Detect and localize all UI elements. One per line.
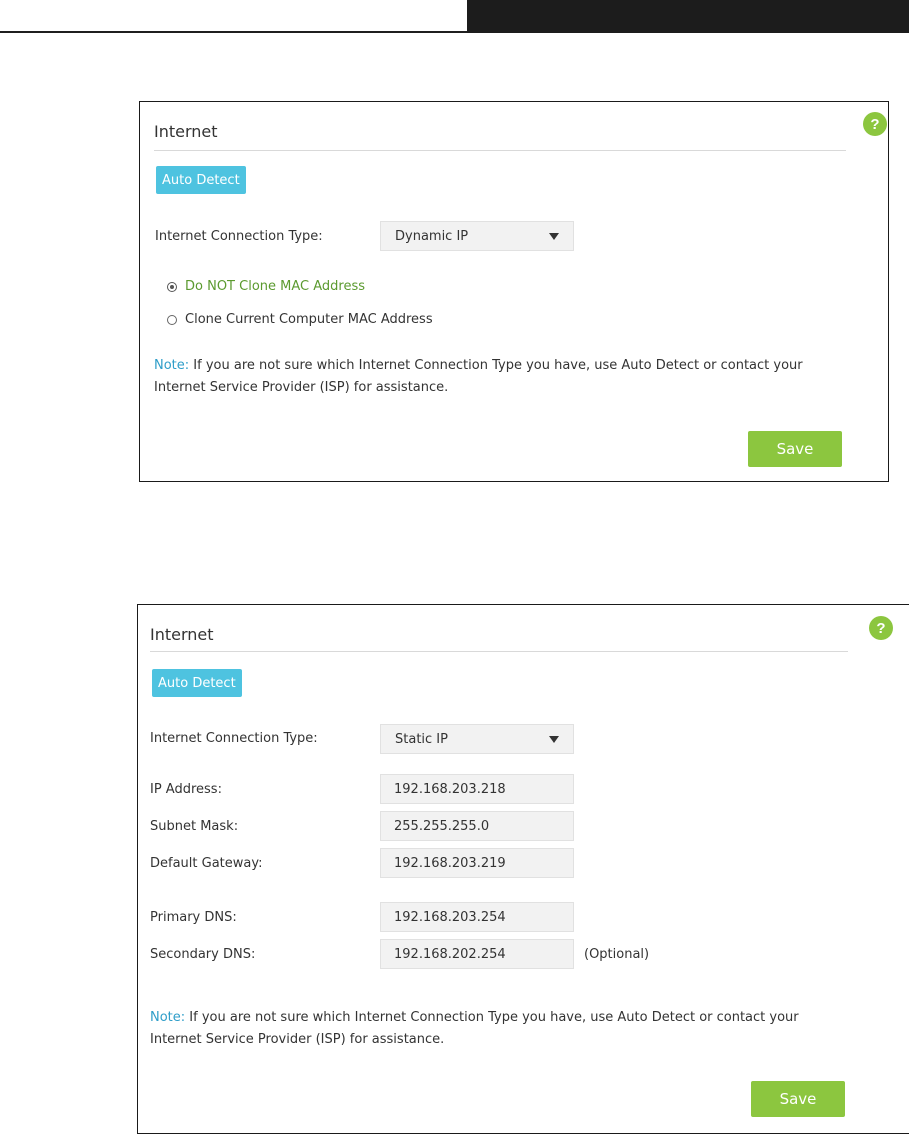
note-line-1: If you are not sure which Internet Connection Type you have, use Auto Detect or contact your (193, 358, 803, 373)
auto-detect-button[interactable]: Auto Detect (152, 669, 242, 697)
internet-panel-dynamic-ip (139, 101, 889, 482)
default-gateway-label: Default Gateway: (150, 856, 263, 871)
radio-unchecked-icon (167, 315, 177, 325)
ip-address-label: IP Address: (150, 782, 222, 797)
connection-type-label: Internet Connection Type: (150, 731, 318, 746)
chevron-down-icon (549, 233, 559, 240)
panel-title: Internet (154, 122, 218, 141)
subnet-mask-label: Subnet Mask: (150, 819, 239, 834)
note-text (150, 1007, 799, 1051)
radio-label: Clone Current Computer MAC Address (185, 312, 433, 327)
radio-label: Do NOT Clone MAC Address (185, 279, 366, 294)
help-icon[interactable]: ? (863, 112, 887, 136)
save-button[interactable]: Save (751, 1081, 845, 1117)
optional-hint: (Optional) (584, 947, 650, 962)
note-text (154, 355, 803, 399)
save-button[interactable]: Save (748, 431, 842, 467)
title-divider (154, 150, 846, 151)
header-bar (467, 0, 909, 33)
internet-panel-static-ip (137, 604, 909, 1134)
note-key: Note: (150, 1010, 186, 1025)
note-line-2: Internet Service Provider (ISP) for assistance. (154, 380, 449, 395)
panel-title: Internet (150, 625, 214, 644)
connection-type-value: Dynamic IP (395, 228, 469, 244)
radio-clone-computer-mac[interactable] (167, 312, 433, 327)
note-key: Note: (154, 358, 190, 373)
radio-checked-icon (167, 282, 177, 292)
connection-type-label: Internet Connection Type: (155, 229, 323, 244)
secondary-dns-input[interactable]: 192.168.202.254 (380, 939, 574, 969)
connection-type-select[interactable] (380, 221, 574, 251)
auto-detect-button[interactable]: Auto Detect (156, 166, 246, 194)
chevron-down-icon (549, 736, 559, 743)
connection-type-select[interactable] (380, 724, 574, 754)
secondary-dns-label: Secondary DNS: (150, 947, 256, 962)
help-icon[interactable]: ? (869, 616, 893, 640)
note-line-1: If you are not sure which Internet Connection Type you have, use Auto Detect or contact your (189, 1010, 799, 1025)
note-line-2: Internet Service Provider (ISP) for assistance. (150, 1032, 445, 1047)
primary-dns-input[interactable]: 192.168.203.254 (380, 902, 574, 932)
radio-do-not-clone-mac[interactable] (167, 279, 365, 294)
subnet-mask-input[interactable]: 255.255.255.0 (380, 811, 574, 841)
ip-address-input[interactable]: 192.168.203.218 (380, 774, 574, 804)
default-gateway-input[interactable]: 192.168.203.219 (380, 848, 574, 878)
primary-dns-label: Primary DNS: (150, 910, 237, 925)
title-divider (150, 651, 848, 652)
connection-type-value: Static IP (395, 731, 448, 747)
